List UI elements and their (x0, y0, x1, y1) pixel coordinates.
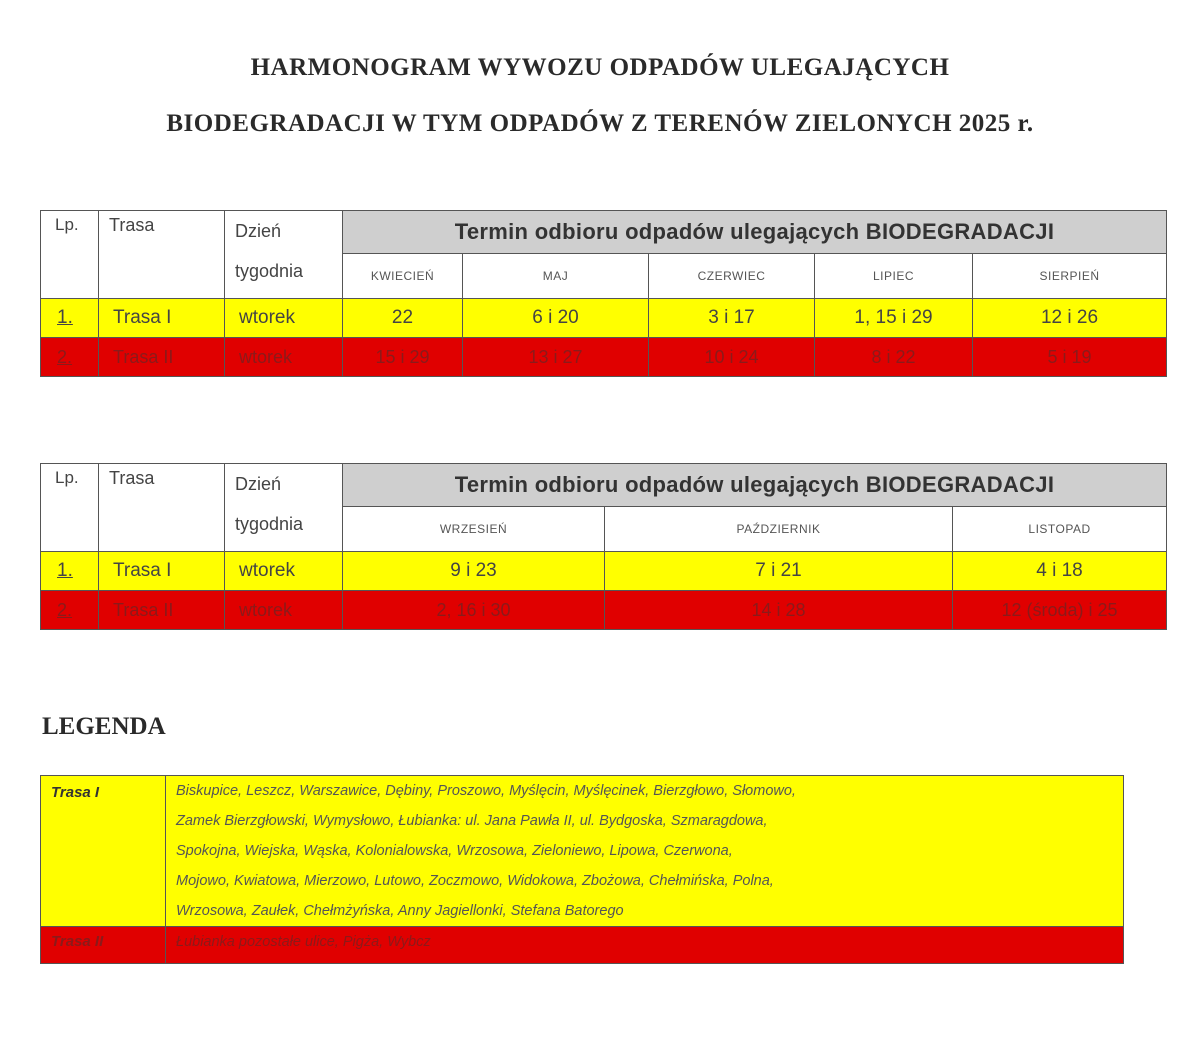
header-dzien-line2: tygodnia (235, 261, 304, 281)
header-dzien-line1: Dzień (235, 474, 282, 494)
legend-streets (166, 927, 1124, 964)
header-lp: Lp. (41, 464, 99, 552)
cell-date: 5 i 19 (973, 338, 1167, 377)
cell-date: 6 i 20 (463, 299, 649, 338)
cell-date: 7 i 21 (605, 552, 953, 591)
cell-date: 13 i 27 (463, 338, 649, 377)
cell-lp: 2. (41, 338, 99, 377)
legend-streets (166, 776, 1124, 927)
header-dzien-tygodnia (225, 464, 343, 552)
cell-date: 14 i 28 (605, 591, 953, 630)
legend-row-trasa-1 (41, 776, 1124, 927)
header-dzien-tygodnia (225, 211, 343, 299)
header-dzien-line2: tygodnia (235, 514, 304, 534)
table-row-trasa-1 (41, 552, 1167, 591)
cell-trasa: Trasa II (99, 338, 225, 377)
month-header: WRZESIEŃ (343, 507, 605, 552)
cell-date: 15 i 29 (343, 338, 463, 377)
cell-date: 9 i 23 (343, 552, 605, 591)
header-lp: Lp. (41, 211, 99, 299)
legend-table (40, 775, 1124, 964)
cell-dzien: wtorek (225, 338, 343, 377)
header-termin: Termin odbioru odpadów ulegających BIODEGRADACJI (343, 464, 1167, 507)
cell-date: 1, 15 i 29 (815, 299, 973, 338)
header-trasa: Trasa (99, 211, 225, 299)
table-row-trasa-1 (41, 299, 1167, 338)
month-header: KWIECIEŃ (343, 254, 463, 299)
legend-street-line: Wrzosowa, Zaułek, Chełmżyńska, Anny Jagiellonki, Stefana Batorego (176, 903, 624, 919)
month-header: PAŹDZIERNIK (605, 507, 953, 552)
title-line-1: HARMONOGRAM WYWOZU ODPADÓW ULEGAJĄCYCH (250, 54, 950, 81)
legend-route-name: Trasa I (41, 776, 166, 927)
cell-trasa: Trasa I (99, 299, 225, 338)
cell-date: 12 (środa) i 25 (953, 591, 1167, 630)
header-termin: Termin odbioru odpadów ulegających BIODEGRADACJI (343, 211, 1167, 254)
cell-date: 8 i 22 (815, 338, 973, 377)
month-header: CZERWIEC (649, 254, 815, 299)
legend-street-line: Spokojna, Wiejska, Wąska, Kolonialowska, Wrzosowa, Zieloniewo, Lipowa, Czerwona, (176, 843, 733, 859)
header-trasa: Trasa (99, 464, 225, 552)
table-row-trasa-2 (41, 591, 1167, 630)
month-header: MAJ (463, 254, 649, 299)
cell-dzien: wtorek (225, 299, 343, 338)
legend-street-line: Zamek Bierzgłowski, Wymysłowo, Łubianka: ul. Jana Pawła II, ul. Bydgoska, Szmaragdowa, (176, 813, 768, 829)
cell-date: 4 i 18 (953, 552, 1167, 591)
legend-street-line: Mojowo, Kwiatowa, Mierzowo, Lutowo, Zoczmowo, Widokowa, Zbożowa, Chełmińska, Polna, (176, 873, 774, 889)
month-header: SIERPIEŃ (973, 254, 1167, 299)
legend-street-line: Łubianka pozostałe ulice, Pigża, Wybcz (176, 934, 431, 950)
header-dzien-line1: Dzień (235, 221, 282, 241)
legend-route-name: Trasa II (41, 927, 166, 964)
legend-row-trasa-2 (41, 927, 1124, 964)
cell-dzien: wtorek (225, 591, 343, 630)
cell-date: 10 i 24 (649, 338, 815, 377)
legend-heading: LEGENDA (42, 713, 166, 740)
title-line-2: BIODEGRADACJI W TYM ODPADÓW Z TERENÓW ZIELONYCH 2025 r. (166, 110, 1034, 137)
cell-trasa: Trasa II (99, 591, 225, 630)
cell-date: 22 (343, 299, 463, 338)
cell-trasa: Trasa I (99, 552, 225, 591)
cell-lp: 1. (41, 299, 99, 338)
cell-dzien: wtorek (225, 552, 343, 591)
month-header: LIPIEC (815, 254, 973, 299)
cell-lp: 2. (41, 591, 99, 630)
schedule-table-2 (40, 463, 1167, 630)
cell-date: 2, 16 i 30 (343, 591, 605, 630)
cell-date: 12 i 26 (973, 299, 1167, 338)
legend-street-line: Biskupice, Leszcz, Warszawice, Dębiny, Proszowo, Myślęcin, Myślęcinek, Bierzgłowo, Słomowo, (176, 783, 796, 799)
month-header: LISTOPAD (953, 507, 1167, 552)
cell-date: 3 i 17 (649, 299, 815, 338)
schedule-table-1 (40, 210, 1167, 377)
table-row-trasa-2 (41, 338, 1167, 377)
cell-lp: 1. (41, 552, 99, 591)
